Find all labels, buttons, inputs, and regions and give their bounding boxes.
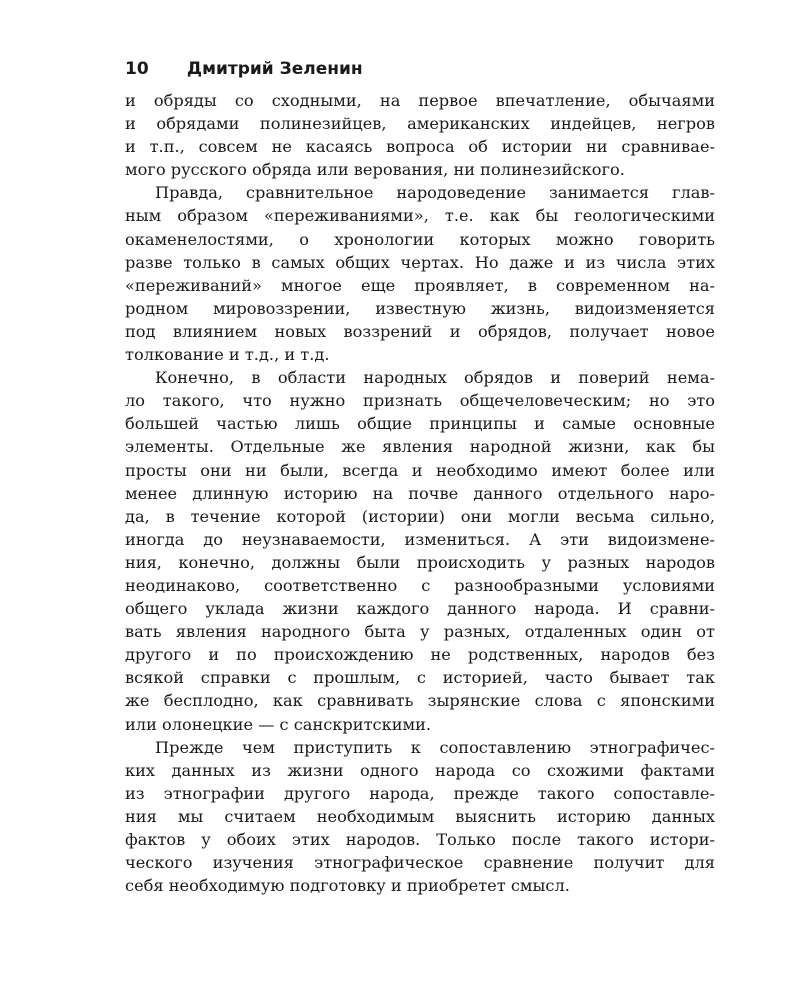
text-line: родном мировоззрении, известную жизнь, видоизменяется	[125, 298, 715, 318]
text-line: окаменелостями, о хронологии которых можно говорить	[125, 229, 715, 249]
text-line: разве только в самых общих чертах. Но даже и из числа этих	[125, 252, 715, 272]
body-text	[125, 89, 715, 897]
paragraph	[125, 736, 715, 898]
paragraph	[125, 181, 715, 366]
text-line: фактов у обоих этих народов. Только после такого истори-	[125, 830, 715, 849]
text-line: ния мы считаем необходимым выяснить историю данных	[125, 806, 715, 826]
text-line: под влиянием новых воззрений и обрядов, получает новое	[125, 321, 715, 341]
page-number: 10	[125, 59, 149, 79]
text-line: или олонецкие — с санскритскими.	[125, 714, 432, 734]
text-line: ких данных из жизни одного народа со схожими фактами	[125, 760, 715, 780]
text-line: да, в течение которой (истории) они могли весьма сильно,	[125, 506, 715, 526]
text-line: Правда, сравнительное народоведение занимается глав-	[155, 183, 715, 203]
text-line: просты они ни были, всегда и необходимо имеют более или	[125, 460, 715, 480]
text-line: всякой справки с прошлым, с историей, часто бывает так	[125, 668, 715, 688]
text-line: толкование и т.д., и т.д.	[125, 345, 330, 365]
paragraph	[125, 89, 715, 181]
text-line: другого и по происхождению не родственных, народов без	[125, 645, 715, 665]
text-line: ческого изучения этнографическое сравнение получит для	[125, 853, 715, 873]
text-line: мого русского обряда или верования, ни полинезийского.	[125, 160, 625, 180]
text-line: элементы. Отдельные же явления народной жизни, как бы	[125, 437, 715, 457]
text-line: себя необходимую подготовку и приобретет смысл.	[125, 876, 570, 896]
text-line: иногда до неузнаваемости, измениться. А эти видоизмене-	[125, 529, 715, 549]
text-line: менее длинную историю на почве данного отдельного наро-	[125, 483, 715, 503]
text-line: ния, конечно, должны были происходить у разных народов	[125, 552, 715, 572]
text-line: из этнографии другого народа, прежде такого сопоставле-	[125, 783, 715, 803]
running-head	[125, 55, 715, 83]
text-line: и обрядами полинезийцев, американских индейцев, негров	[125, 114, 715, 134]
text-line: вать явления народного быта у разных, отдаленных один от	[125, 622, 715, 642]
text-line: ным образом «переживаниями», т.е. как бы геологическими	[125, 206, 715, 226]
text-line: же бесплодно, как сравнивать зырянские слова с японскими	[125, 691, 715, 711]
text-line: «переживаний» многое еще проявляет, в современном на-	[125, 275, 715, 295]
author-name: Дмитрий Зеленин	[186, 59, 363, 79]
paragraph	[125, 366, 715, 736]
text-line: ло такого, что нужно признать общечеловеческим; но это	[125, 391, 715, 411]
text-line: Конечно, в области народных обрядов и поверий нема-	[155, 368, 715, 388]
text-line: общего уклада жизни каждого данного народа. И сравни-	[125, 599, 715, 619]
text-line: и обряды со сходными, на первое впечатление, обычаями	[125, 91, 715, 110]
text-line: и т.п., совсем не касаясь вопроса об истории ни сравнивае-	[125, 137, 715, 157]
text-line: Прежде чем приступить к сопоставлению этнографичес-	[155, 737, 715, 757]
book-page	[125, 55, 715, 897]
text-line: неодинаково, соответственно с разнообразными условиями	[125, 575, 715, 595]
text-line: большей частью лишь общие принципы и самые основные	[125, 414, 715, 434]
